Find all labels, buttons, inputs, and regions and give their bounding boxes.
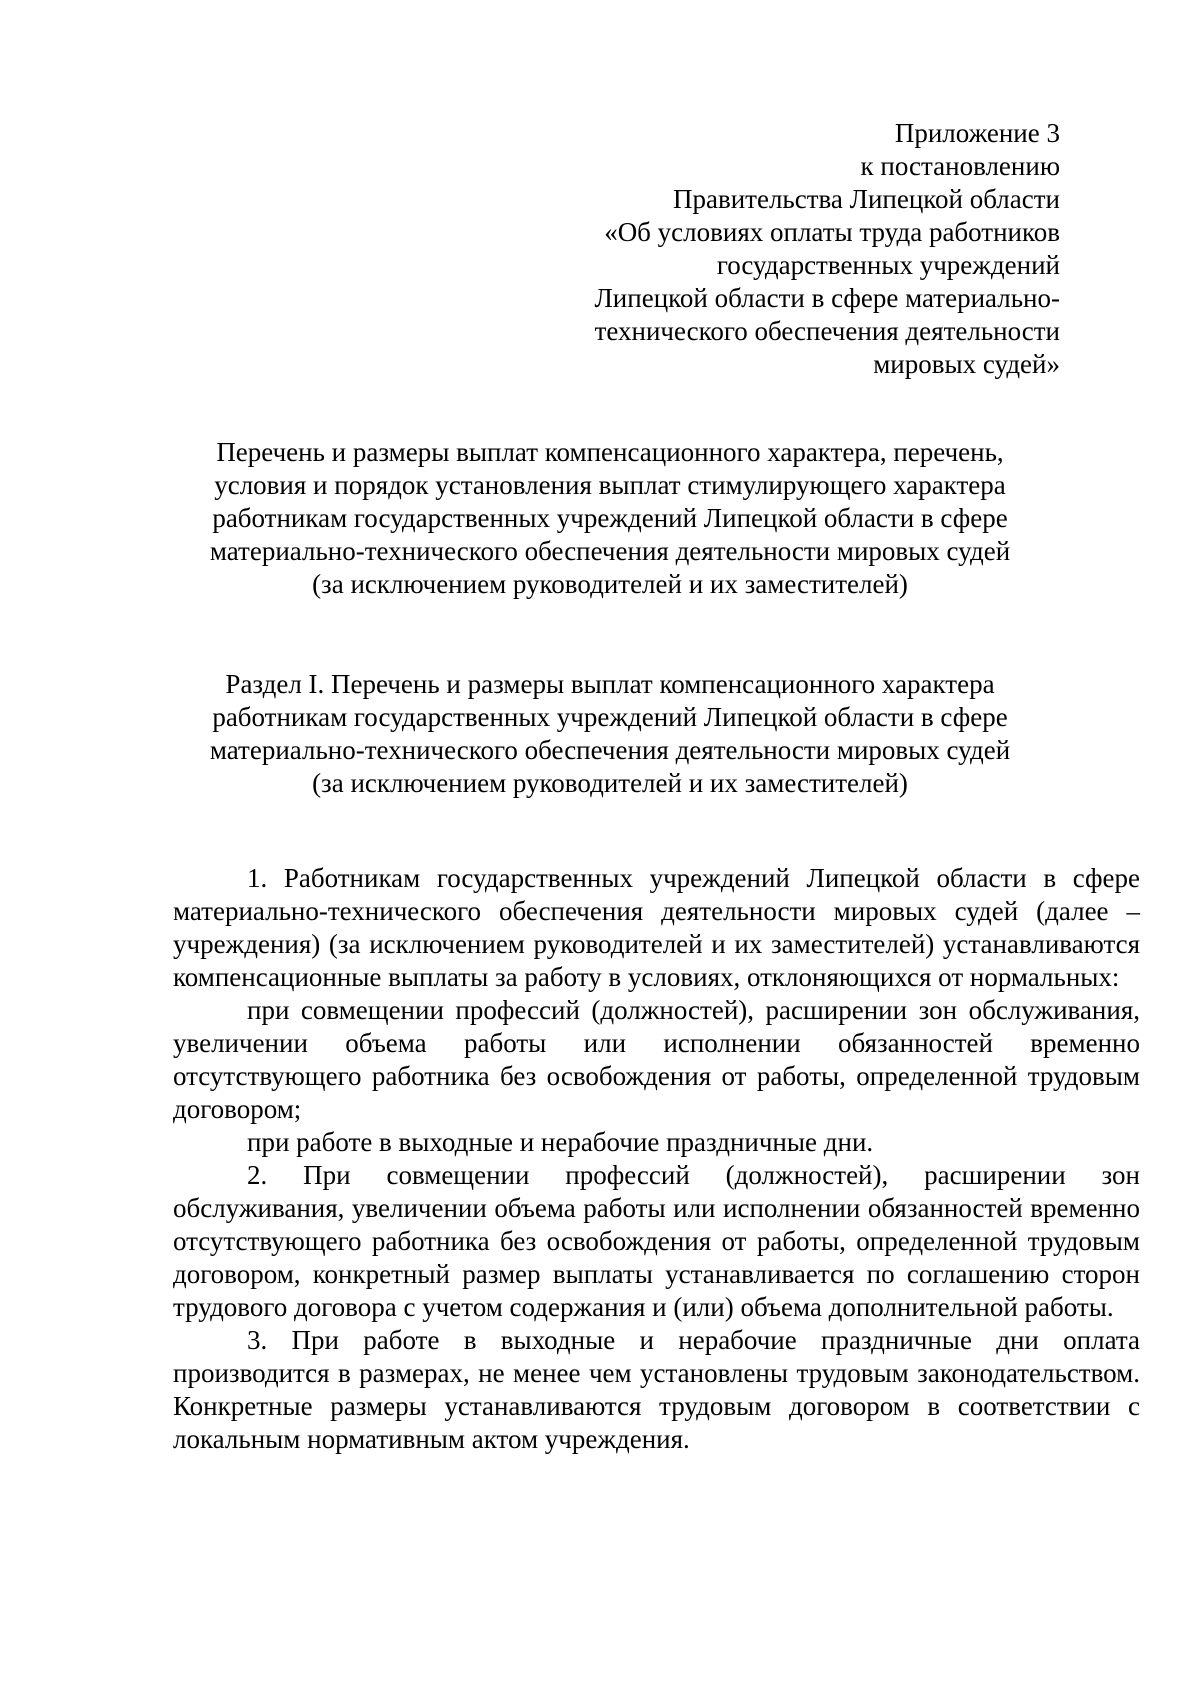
section-heading	[160, 668, 1060, 800]
title-line: (за исключением руководителей и их заместителей)	[312, 569, 908, 599]
body-paragraph: при работе в выходные и нерабочие праздничные дни.	[247, 1127, 874, 1157]
appendix-line: Приложение 3	[894, 118, 1060, 148]
document-title	[160, 436, 1060, 601]
appendix-note	[540, 117, 1060, 381]
appendix-line: «Об условиях оплаты труда работников	[604, 217, 1060, 247]
appendix-line: Липецкой области в сфере материально-	[594, 283, 1060, 313]
appendix-line: Правительства Липецкой области	[672, 184, 1060, 214]
body-paragraph: 3. При работе в выходные и нерабочие праздничные дни оплата производится в размерах, не менее чем установлены трудовым законодательством. Конкретные размеры устанавливаются трудовым договором в соответствии с локальным нормативным актом учреждения.	[173, 1325, 1140, 1454]
title-line: условия и порядок установления выплат стимулирующего характера	[214, 470, 1006, 500]
section-heading-line: Раздел I. Перечень и размеры выплат компенсационного характера	[225, 669, 995, 699]
section-heading-line: работникам государственных учреждений Липецкой области в сфере	[212, 702, 1008, 732]
title-line: Перечень и размеры выплат компенсационного характера, перечень,	[216, 437, 1004, 467]
body-paragraph: 1. Работникам государственных учреждений Липецкой области в сфере материально-технического обеспечения деятельности мировых судей (далее – учреждения) (за исключением руководителей и их заместителей) устанавливаются компенсационные выплаты за работу в условиях, отклоняющихся от нормальных:	[173, 863, 1140, 992]
appendix-line: государственных учреждений	[716, 250, 1060, 280]
appendix-line: к постановлению	[860, 151, 1060, 181]
body-paragraph: при совмещении профессий (должностей), расширении зон обслуживания, увеличении объема работы или исполнении обязанностей временно отсутствующего работника без освобождения от работы, определенной трудовым договором;	[173, 995, 1140, 1124]
document-body	[173, 862, 1140, 1456]
title-line: материально-технического обеспечения деятельности мировых судей	[209, 536, 1011, 566]
title-line: работникам государственных учреждений Липецкой области в сфере	[212, 503, 1008, 533]
section-heading-line: (за исключением руководителей и их заместителей)	[312, 768, 908, 798]
appendix-line: технического обеспечения деятельности	[594, 316, 1060, 346]
body-paragraph: 2. При совмещении профессий (должностей), расширении зон обслуживания, увеличении объема работы или исполнении обязанностей временно отсутствующего работника без освобождения от работы, определенной трудовым договором, конкретный размер выплаты устанавливается по соглашению сторон трудового договора с учетом содержания и (или) объема дополнительной работы.	[173, 1160, 1140, 1322]
appendix-line: мировых судей»	[873, 349, 1060, 379]
section-heading-line: материально-технического обеспечения деятельности мировых судей	[209, 735, 1011, 765]
